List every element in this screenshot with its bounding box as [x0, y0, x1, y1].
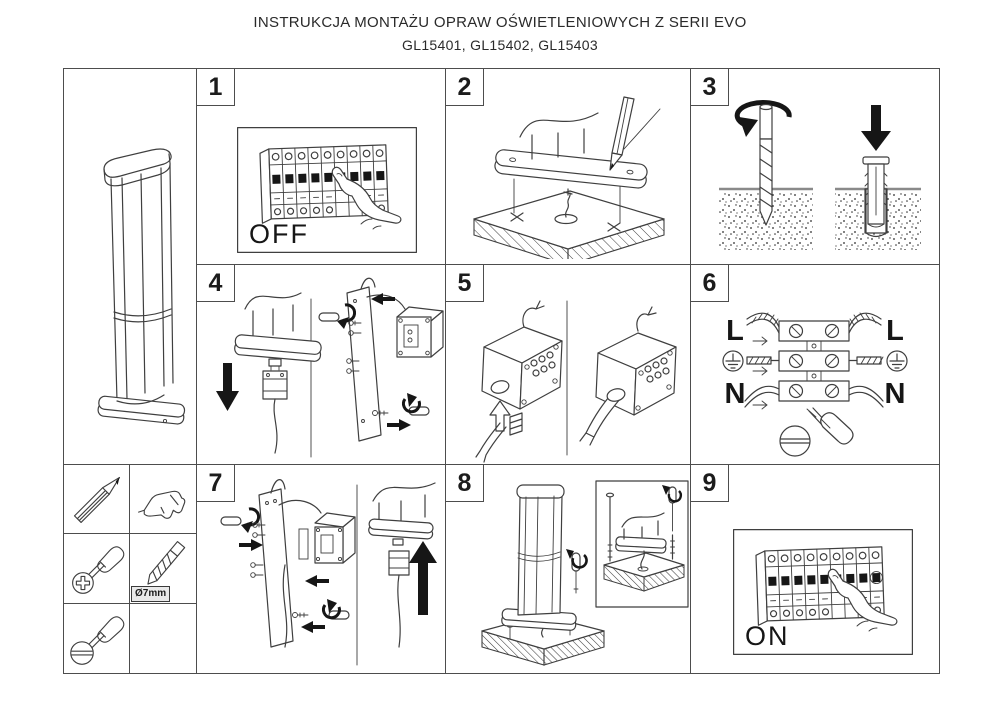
- lower-screwdriver-icon: [293, 599, 350, 633]
- step-3-panel: [691, 69, 939, 265]
- instruction-grid: [63, 68, 940, 674]
- tool-cell-pencil: [64, 465, 130, 534]
- step-1-caption: OFF: [249, 219, 309, 249]
- neutral-wire-right: [849, 386, 883, 407]
- mounting-surface-icon: [474, 191, 664, 259]
- tool-cell-phillips-screwdriver: [64, 534, 130, 603]
- step-6-panel: [691, 265, 939, 465]
- document-title: INSTRUKCJA MONTAŻU OPRAW OŚWIETLENIOWYCH Z SERII EVO: [253, 14, 747, 31]
- drill-and-plug-illustration: [705, 93, 925, 261]
- terminal-blocks-icon: [779, 321, 849, 401]
- tool-cell-flathead-screwdriver: [64, 604, 130, 673]
- step-5-panel: [446, 265, 691, 465]
- earth-symbol-icon-left: [723, 351, 743, 371]
- earth-wire-left: [747, 357, 779, 364]
- junction-box-insert-icon: [476, 301, 562, 462]
- right-live-label: L: [886, 315, 904, 347]
- pencil-icon: [610, 97, 660, 170]
- breaker-off-illustration: [237, 127, 417, 253]
- earth-wire-right: [849, 357, 883, 364]
- step-2-panel: [446, 69, 691, 265]
- step-7-panel: [197, 465, 446, 673]
- breaker-on-illustration: [733, 529, 913, 655]
- insert-arrows: [753, 337, 767, 409]
- screwdriver-and-screw-icon: [780, 408, 853, 456]
- screwdriver-icon: [566, 549, 587, 593]
- bollard-base-plate: [97, 395, 185, 425]
- flathead-screwdriver-icon: [67, 608, 127, 668]
- live-wire-right: [849, 313, 881, 333]
- phillips-screwdriver-icon: [67, 538, 127, 598]
- step-1-panel: [197, 69, 446, 265]
- step-9-caption: ON: [745, 621, 790, 651]
- left-live-label: L: [726, 315, 744, 347]
- step-5-number: 5: [446, 265, 484, 302]
- step-9-panel: [691, 465, 939, 673]
- left-neutral-label: N: [724, 378, 746, 410]
- pencil-icon: [67, 469, 127, 529]
- step-4-number: 4: [197, 265, 235, 302]
- power-drill-icon: [133, 469, 193, 529]
- tool-cell-empty: [130, 604, 196, 673]
- step-4-panel: [197, 265, 446, 465]
- product-overview-panel: [64, 69, 197, 465]
- step-1-number: 1: [197, 69, 235, 106]
- lower-screwdriver-icon: [373, 393, 430, 431]
- plate-screwing-icon: [319, 278, 443, 441]
- right-neutral-label: N: [884, 378, 906, 410]
- wall-plug-icon: [861, 105, 891, 237]
- required-tools-panel: [64, 465, 197, 673]
- live-wire-left: [747, 313, 779, 333]
- mark-holes-illustration: [462, 89, 676, 259]
- neutral-wire-left: [745, 386, 779, 407]
- step-6-number: 6: [691, 265, 729, 302]
- step-3-number: 3: [691, 69, 729, 106]
- earth-symbol-icon-right: [887, 351, 907, 371]
- step-8-panel: [446, 465, 691, 673]
- junction-box-cabled-icon: [580, 307, 676, 445]
- bollard-body: [111, 165, 173, 401]
- drill-diameter-badge: Ø7mm: [131, 586, 170, 602]
- base-connector-up-arrow-icon: [368, 483, 437, 647]
- bollard-luminaire-drawing-icon: [64, 69, 197, 462]
- screwdriver-handle-icon: [221, 509, 259, 533]
- base-with-connector-icon: [216, 293, 322, 453]
- base-screwing-inset: [596, 481, 688, 607]
- standing-bollard-icon: [482, 485, 604, 665]
- up-arrow-outline-icon: [490, 401, 510, 431]
- tool-cell-drill: [130, 465, 196, 534]
- tool-cell-drill-bit: [130, 534, 196, 603]
- step-9-number: 9: [691, 465, 729, 502]
- step-8-number: 8: [446, 465, 484, 502]
- step-7-number: 7: [197, 465, 235, 502]
- document-subtitle-models: GL15401, GL15402, GL15403: [402, 37, 598, 53]
- spring-gland-icon: [510, 413, 522, 435]
- step-2-number: 2: [446, 69, 484, 106]
- plate-box-screwing-icon: [221, 480, 355, 647]
